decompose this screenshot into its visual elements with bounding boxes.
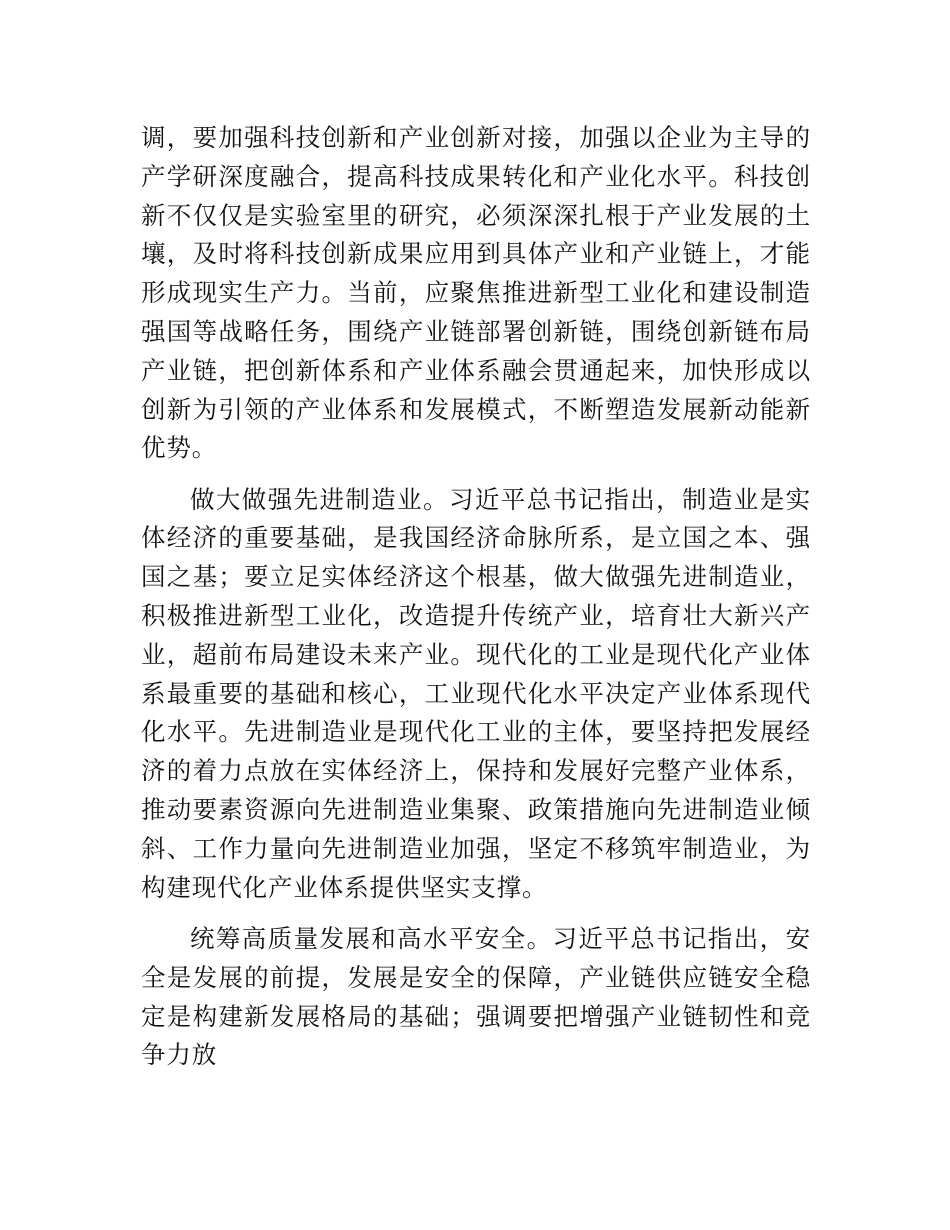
paragraph-development-and-security: 统筹高质量发展和高水平安全。习近平总书记指出，安全是发展的前提，发展是安全的保障，产业链供应链安全稳定是构建新发展格局的基础；强调要把增强产业链韧性和竞争力放 [141, 923, 811, 1070]
paragraph-advanced-manufacturing: 做大做强先进制造业。习近平总书记指出，制造业是实体经济的重要基础，是我国经济命脉所系，是立国之本、强国之基；要立足实体经济这个根基，做大做强先进制造业，积极推进新型工业化，改造提升传统产业，培育壮大新兴产业，超前布局建设未来产业。现代化的工业是现代化产业体系最重要的基础和核心，工业现代化水平决定产业体系现代化水平。先进制造业是现代化工业的主体，要坚持把发展经济的着力点放在实体经济上，保持和发展好完整产业体系，推动要素资源向先进制造业集聚、政策措施向先进制造业倾斜、工作力量向先进制造业加强，坚定不移筑牢制造业，为构建现代化产业体系提供坚实支撑。 [141, 484, 811, 902]
paragraph-continued: 调，要加强科技创新和产业创新对接，加强以企业为主导的产学研深度融合，提高科技成果转化和产业化水平。科技创新不仅仅是实验室里的研究，必须深深扎根于产业发展的土壤，及时将科技创新成果应用到具体产业和产业链上，才能形成现实生产力。当前，应聚焦推进新型工业化和建设制造强国等战略任务，围绕产业链部署创新链，围绕创新链布局产业链，把创新体系和产业体系融会贯通起来，加快形成以创新为引领的产业体系和发展模式，不断塑造发展新动能新优势。 [141, 123, 811, 463]
document-body [141, 119, 811, 1088]
